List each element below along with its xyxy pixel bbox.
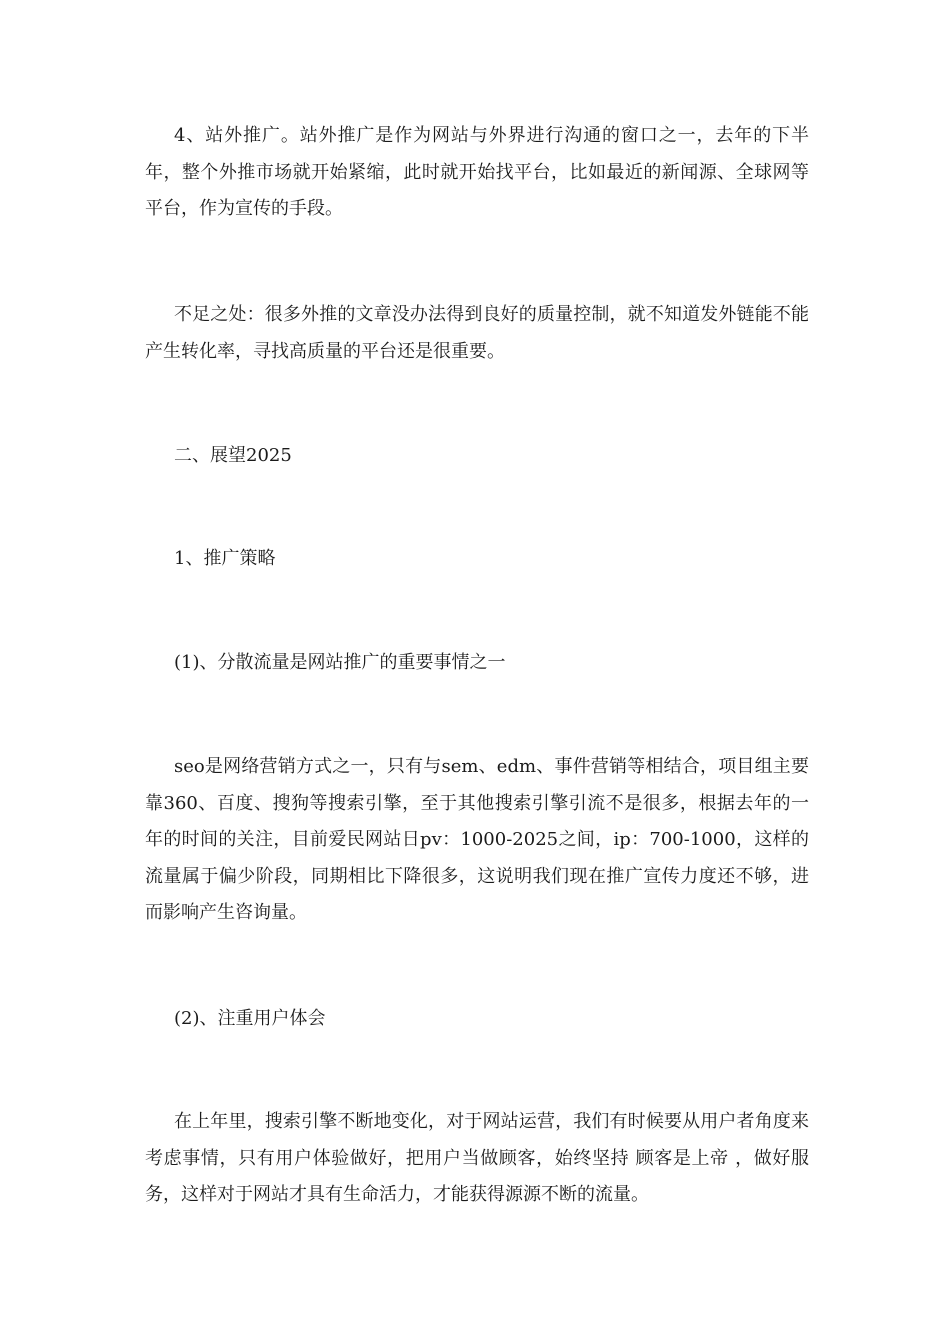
heading-outlook-2025: 二、展望2025 bbox=[174, 445, 292, 466]
subheading-traffic-distribution: (1)、分散流量是网站推广的重要事情之一 bbox=[174, 652, 506, 673]
subheading-user-experience: (2)、注重用户体会 bbox=[174, 1008, 326, 1029]
paragraph-user-experience: 在上年里，搜索引擎不断地变化，对于网站运营，我们有时候要从用户者角度来考虑事情，只有用户体验做好，把用户当做顾客，始终坚持 顾客是上帝 ，做好服务，这样对于网站才具有生命活力，才能获得源源不断的流量。 bbox=[145, 1111, 809, 1205]
heading-promotion-strategy: 1、推广策略 bbox=[174, 548, 276, 569]
paragraph-seo-traffic: seo是网络营销方式之一，只有与sem、edm、事件营销等相结合，项目组主要靠360、百度、搜狗等搜索引擎，至于其他搜索引擎引流不是很多，根据去年的一年的时间的关注，目前爱民网站日pv：1000-2025之间，ip：700-1000，这样的流量属于偏少阶段，同期相比下降很多，这说明我们现在推广宣传力度还不够，进而影响产生咨询量。 bbox=[145, 756, 809, 923]
paragraph-shortcomings: 不足之处：很多外推的文章没办法得到良好的质量控制，就不知道发外链能不能产生转化率，寻找高质量的平台还是很重要。 bbox=[145, 304, 809, 362]
paragraph-offsite-promotion: 4、站外推广。站外推广是作为网站与外界进行沟通的窗口之一，去年的下半年，整个外推市场就开始紧缩，此时就开始找平台，比如最近的新闻源、全球网等平台，作为宣传的手段。 bbox=[145, 125, 809, 219]
